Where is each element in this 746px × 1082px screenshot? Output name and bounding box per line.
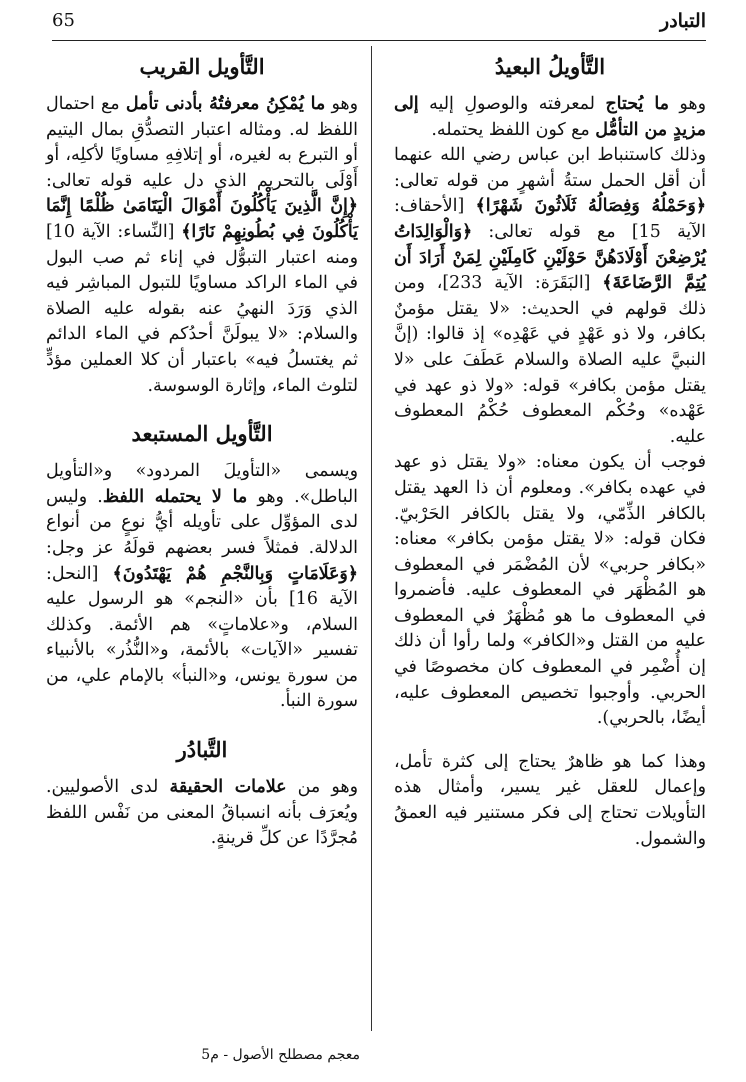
column-divider — [371, 46, 372, 1031]
paragraph-explanation: فوجب أن يكون معناه: «ولا يقتل ذو عهد في عهده بكافر». ومعلوم أن ذا العهد يقتل بالكافر الذِّمّي، ولا يقتل بالكافر الحَرْبيّ. فكان قوله: «لا يقتل مؤمن بكافر» معناه: «بكافر حربي» لأن المُضْمَر في المعطوف هو المُظْهَر في المعطوف عليه. فأضمروا في المعطوف ما هو مُظْهَرٌ في المعطوف عليه من القتل و«الكافر» ولما رأوا أن ذلك إن أُضْمِر في المعطوف كان مخصوصًا في الحربي. وأوجبوا تخصيص المعطوف عليه، أيضًا، بالحربي). — [394, 452, 706, 729]
text-run: وهو — [668, 94, 706, 114]
text-run: لدى الأصوليين. ويُعرَف بأنه انسباقُ المعنى من نَفْس اللفظ مُجرَّدًا عن كلِّ قرينةٍ. — [46, 777, 358, 849]
section-heading-tabadur: التَّبادُر — [176, 737, 228, 763]
text-run: [النحل: الآية 16] بأن «النجم» هو الرسول عليه السلام، و«علاماتٍ» هم الأئمة. وكذلك تفسير «الآيات» بالأئمة، و«النُّذُر» بالأنبياء من سورة يونس، و«النبأ» بالإمام علي، من سورة النبأ. — [46, 563, 358, 712]
bold-term: ما يُمْكِنُ معرفتُهُ بأدنى تأمل — [125, 94, 326, 114]
paragraph-tabadur — [46, 775, 358, 852]
text-run: مع احتمال اللفظ له. ومثاله اعتبار التصدُّقِ بمال اليتيم أو التبرع به لغيره، أو إتلافِهِ مساويًا لأكلِه، أو أَوْلَى بالتحريم الذي دل عليه قوله تعالى: — [46, 94, 358, 191]
running-title: التبادر — [660, 10, 706, 32]
bold-term: علامات الحقيقة — [169, 777, 287, 798]
paragraph-near-interpretation — [46, 92, 358, 399]
text-run: وهو — [325, 94, 358, 114]
text-run: وذلك كاستنباط ابن عباس رضي الله عنهما أن أقل الحمل ستةُ أشهرٍ من قوله تعالى: — [394, 145, 706, 191]
section-heading-far-interpretation: التَّأويلُ البعيدُ — [494, 54, 606, 79]
paragraph-unlikely-interpretation — [46, 459, 358, 715]
quran-verse: ﴿وَالْوَالِدَاتُ يُرْضِعْنَ أَوْلَادَهُنَّ حَوْلَيْنِ كَامِلَيْنِ لِمَنْ أَرَادَ أَن يُتِمَّ الرَّضَاعَةَ﴾ — [394, 221, 706, 294]
quran-verse: ﴿وَعَلَامَاتٍ وَبِالنَّجْمِ هُمْ يَهْتَدُونَ﴾ — [112, 563, 358, 584]
section-heading-unlikely-interpretation: التَّأويل المستبعد — [131, 421, 273, 447]
left-column — [46, 52, 358, 852]
bold-term: ما يُحتاج — [605, 94, 669, 114]
text-run: ويسمى «التأويلَ المردود» و«التأويل الباطل». وهو — [46, 461, 358, 507]
section-heading-near-interpretation: التَّأويل القريب — [139, 54, 265, 79]
text-run: [النِّساء: الآية 10] ومنه اعتبار التبوُّل في إناء ثم صب البول في الماء الراكد مساويًا للتبول المباشِر فيه الذي وَرَدَ النهيُ عنه بقوله عليه الصلاة والسلام: «لا يبولَنَّ أحدُكم في الماء الدائم ثم يغتسلُ فيه» باعتبار أن كلا العملين مؤدٍّ لتلوث الماء، وإثارة الوسوسة. — [46, 221, 358, 396]
text-run: . وليس لدى المؤوِّل على تأويله أيُّ نوعٍ من أنواع الدلالة. فمثلاً فسر بعضهم قولَهُ عز وجل: — [46, 486, 358, 558]
bold-term: إلى مزيدٍ من التأمُّل — [394, 94, 706, 140]
page-footer: معجم مصطلح الأصول - م5 — [201, 1047, 360, 1063]
quran-verse: ﴿وَحَمْلُهُ وَفِصَالُهُ ثَلَاثُونَ شَهْرًا﴾ — [475, 196, 707, 217]
paragraph-example — [394, 143, 706, 450]
quran-verse: ﴿إِنَّ الَّذِينَ يَأْكُلُونَ أَمْوَالَ الْيَتَامَىٰ ظُلْمًا إِنَّمَا يَأْكُلُونَ فِي بُطُونِهِمْ نَارًا﴾ — [46, 196, 358, 242]
text-run: مع كون اللفظ يحتمله. — [431, 119, 596, 140]
paragraph-conclusion: وهذا كما هو ظاهرٌ يحتاج إلى كثرة تأمل، وإعمال للعقل غير يسير، وأمثال هذه التأويلات تحتاج إلى فكر مستنير فيه العمقُ والشمول. — [394, 751, 706, 849]
header-rule — [52, 40, 706, 41]
page-number: 65 — [52, 10, 75, 31]
right-column — [394, 52, 706, 852]
text-run: وهو من — [286, 777, 358, 798]
page-header — [52, 8, 706, 36]
paragraph-definition — [394, 92, 706, 143]
bold-term: ما لا يحتمله اللفظ — [102, 486, 248, 507]
text-run: [البَقَرَة: الآية 233]، ومن ذلك قولهم في الحديث: «لا يقتل مؤمنٌ بكافر، ولا ذو عَهْدٍ في عَهْدِه» إذ قالوا: (إنَّ النبيَّ عليه الصلاة والسلام عَطَفَ على «لا يقتل مؤمن بكافر» قوله: «ولا ذو عهد في عَهْده» وحُكْم المعطوف حُكْمُ المعطوف عليه. — [394, 273, 706, 447]
text-run: لمعرفته والوصولِ إليه — [418, 94, 606, 114]
text-run: [الأحقاف: الآية 15] مع قوله تعالى: — [394, 196, 706, 242]
